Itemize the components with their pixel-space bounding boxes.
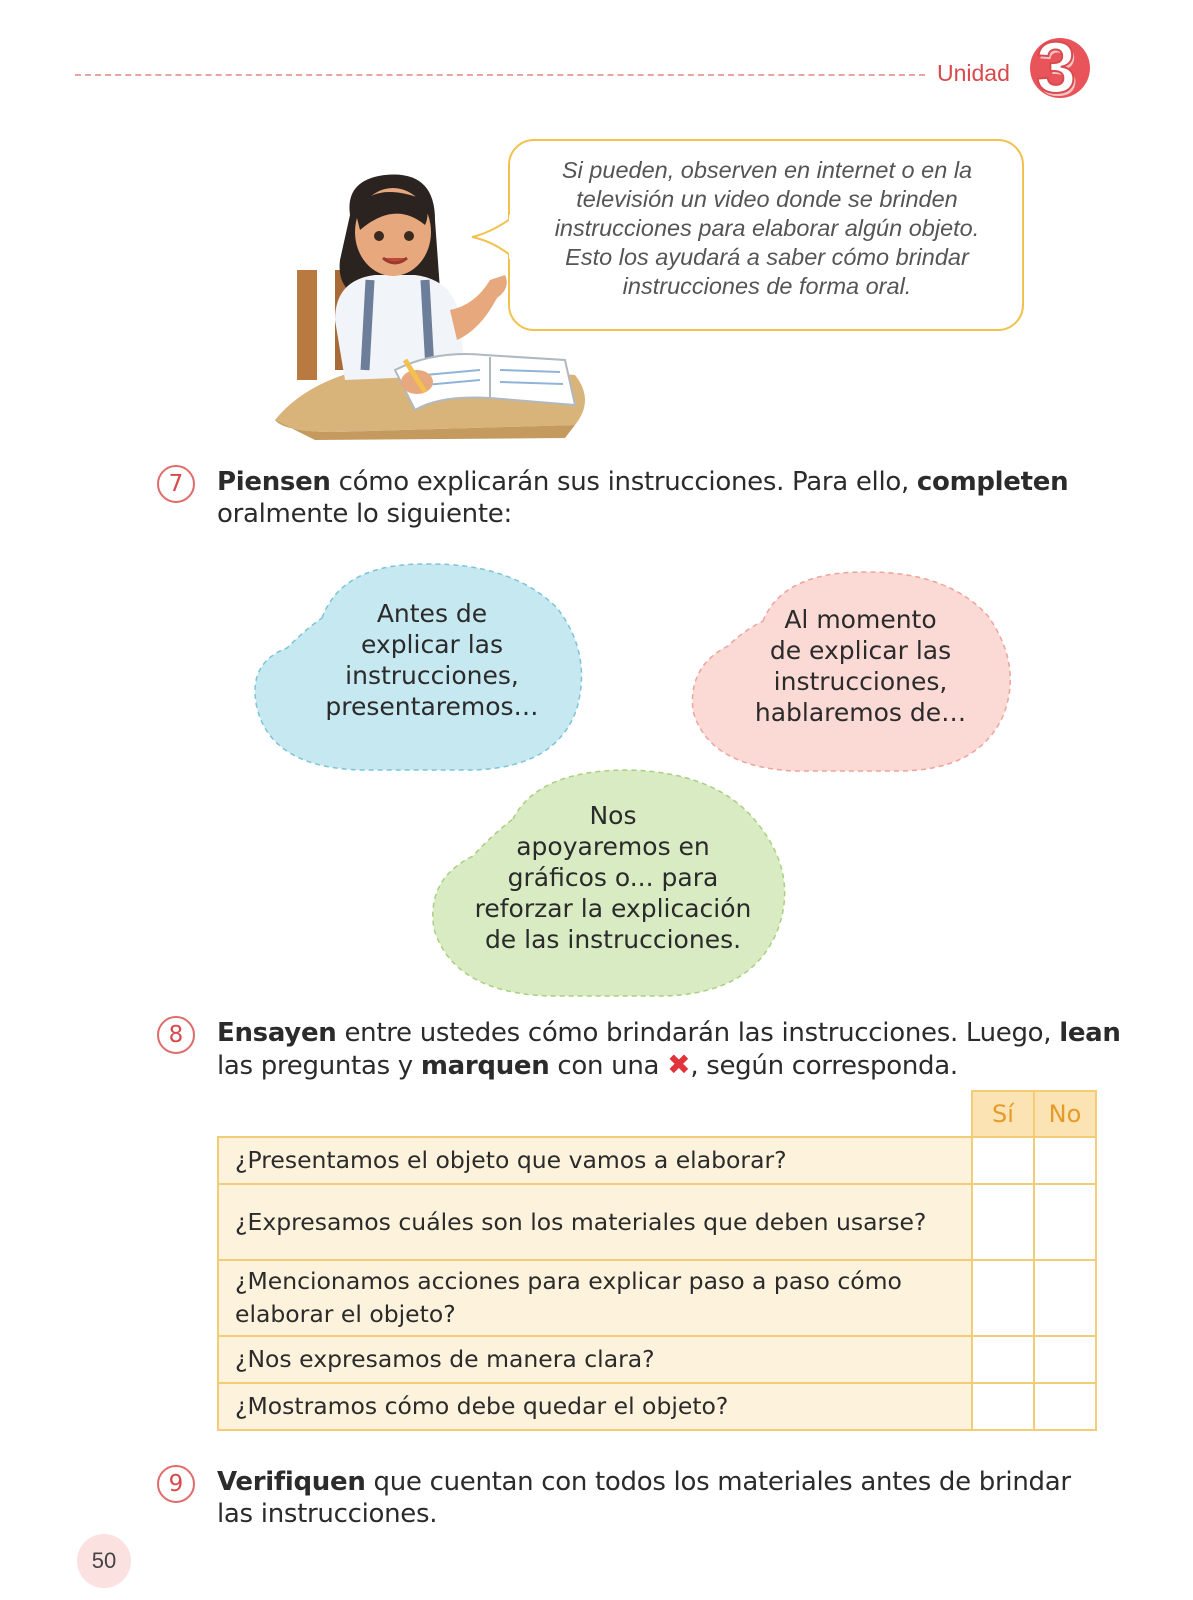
checkbox-no-2[interactable] — [1034, 1184, 1096, 1260]
unit-number: 3 — [1036, 28, 1077, 108]
column-header-yes: Sí — [972, 1091, 1034, 1137]
self-check-table — [217, 1090, 1097, 1431]
table-row — [218, 1336, 1096, 1383]
table-row — [218, 1260, 1096, 1336]
header-dashed-line — [75, 74, 925, 76]
item-9-number-badge: 9 — [157, 1465, 195, 1503]
question-1: ¿Presentamos el objeto que vamos a elaborar? — [218, 1137, 972, 1184]
speech-bubble-tail — [470, 215, 514, 259]
cloud-blue-text: Antes de explicar las instrucciones, presentaremos… — [325, 599, 539, 721]
item-8-number-badge: 8 — [157, 1016, 195, 1054]
cloud-pink-text: Al momento de explicar las instrucciones, hablaremos de… — [754, 605, 967, 727]
checkbox-yes-3[interactable] — [972, 1260, 1034, 1336]
checkbox-no-4[interactable] — [1034, 1336, 1096, 1383]
x-mark-icon: ✖ — [667, 1048, 691, 1081]
checkbox-no-5[interactable] — [1034, 1383, 1096, 1430]
item-9-instruction: Verifiquen que cuentan con todos los materiales antes de brindar las instrucciones. — [217, 1467, 1071, 1529]
question-3: ¿Mencionamos acciones para explicar paso a paso cómo elaborar el objeto? — [218, 1260, 972, 1336]
unit-number-badge — [1030, 28, 1092, 114]
unit-label: Unidad — [937, 60, 1010, 86]
page-number: 50 — [77, 1534, 131, 1588]
item-7-instruction: Piensen cómo explicarán sus instrucciones. Para ello, completen oralmente lo siguiente: — [217, 467, 1069, 529]
question-2: ¿Expresamos cuáles son los materiales que deben usarse? — [218, 1184, 972, 1260]
checkbox-yes-5[interactable] — [972, 1383, 1034, 1430]
tip-text: Si pueden, observen en internet o en la televisión un video donde se brinden instrucciones para elaborar algún objeto. Esto los ayudará a saber cómo brindar instrucciones de forma oral. — [554, 157, 980, 299]
checkbox-no-3[interactable] — [1034, 1260, 1096, 1336]
question-4: ¿Nos expresamos de manera clara? — [218, 1336, 972, 1383]
column-header-no: No — [1034, 1091, 1096, 1137]
item-7-number-badge: 7 — [157, 465, 195, 503]
checkbox-yes-2[interactable] — [972, 1184, 1034, 1260]
table-row — [218, 1184, 1096, 1260]
checkbox-yes-4[interactable] — [972, 1336, 1034, 1383]
item-8-instruction: Ensayen entre ustedes cómo brindarán las instrucciones. Luego, lean las preguntas y marquen con una ✖, según corresponda. — [217, 1018, 1121, 1081]
question-5: ¿Mostramos cómo debe quedar el objeto? — [218, 1383, 972, 1430]
cloud-green-text: Nos apoyaremos en gráficos o... para reforzar la explicación de las instrucciones. — [474, 801, 752, 954]
table-row — [218, 1137, 1096, 1184]
checkbox-no-1[interactable] — [1034, 1137, 1096, 1184]
checkbox-yes-1[interactable] — [972, 1137, 1034, 1184]
table-row — [218, 1383, 1096, 1430]
